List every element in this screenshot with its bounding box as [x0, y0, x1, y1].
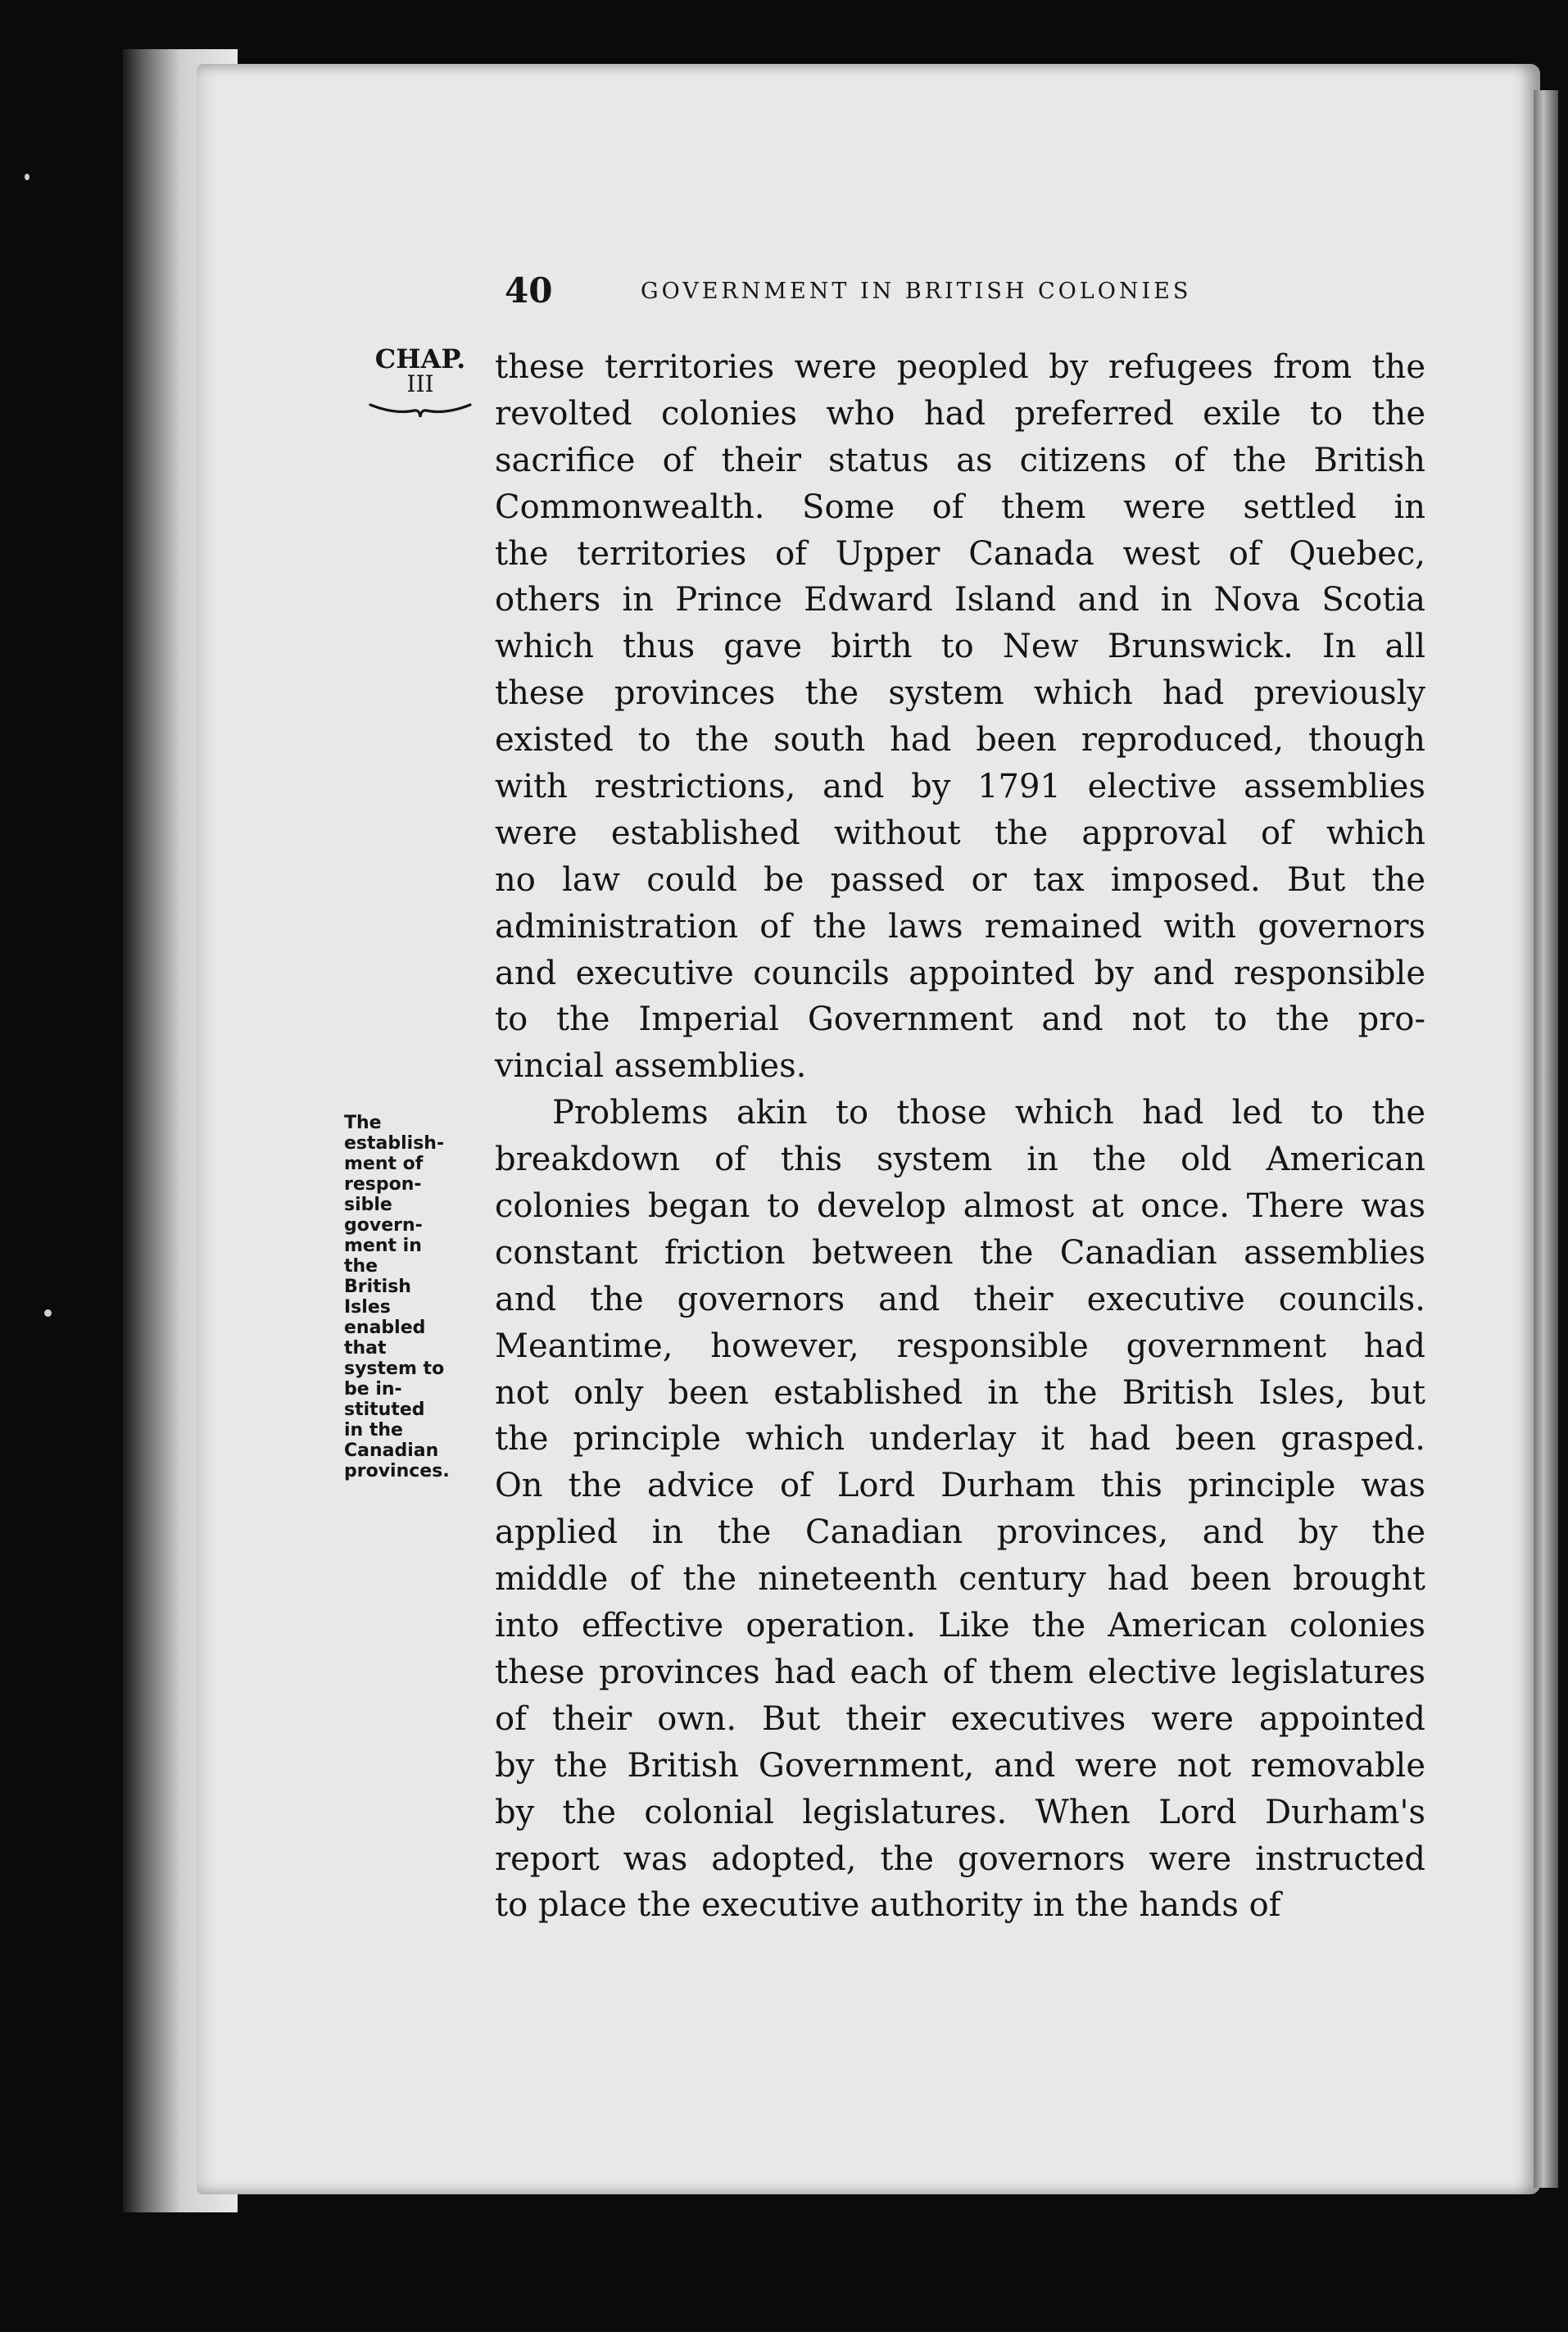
text-line: these provinces the system which had previously	[495, 674, 1425, 713]
marginal-note-line: The	[344, 1113, 382, 1133]
text-line: administration of the laws remained with governors	[495, 907, 1425, 946]
marginal-note-line: Isles	[344, 1297, 391, 1318]
text-line: On the advice of Lord Durham this principle was	[495, 1467, 1425, 1505]
text-line: not only been established in the British Isles, but	[495, 1373, 1425, 1412]
text-line: of their own. But their executives were appointed	[495, 1699, 1425, 1738]
marginal-note-line: enabled	[344, 1318, 426, 1338]
text-line: which thus gave birth to New Brunswick. In all	[495, 628, 1425, 666]
marginal-note-line: sible	[344, 1195, 392, 1215]
text-line: Meantime, however, responsible government had	[495, 1327, 1425, 1365]
text-line: vincial assemblies.	[495, 1047, 807, 1086]
marginal-note-line: stituted	[344, 1400, 425, 1420]
marginal-note-line: in the	[344, 1420, 403, 1440]
text-line: report was adopted, the governors were instructed	[495, 1840, 1425, 1878]
marginal-note-line: provinces.	[344, 1461, 450, 1481]
text-line: the principle which underlay it had been grasped.	[495, 1420, 1425, 1459]
page-number: 40	[505, 270, 553, 311]
marginal-note-line: the	[344, 1256, 378, 1277]
text-line: colonies began to develop almost at once. There was	[495, 1187, 1425, 1226]
text-line: these provinces had each of them elective legislatures	[495, 1653, 1425, 1691]
text-line: breakdown of this system in the old American	[495, 1141, 1425, 1179]
scan-edge-right	[1534, 90, 1558, 2188]
marginal-note-line: respon-	[344, 1174, 422, 1195]
marginal-note-line: establish-	[344, 1133, 445, 1154]
marginal-note-line: British	[344, 1277, 411, 1297]
text-line: constant friction between the Canadian assemblies	[495, 1233, 1425, 1272]
text-line: by the colonial legislatures. When Lord Durham's	[495, 1793, 1425, 1831]
text-line: by the British Government, and were not removable	[495, 1746, 1425, 1785]
text-line: into effective operation. Like the American colonies	[495, 1607, 1425, 1645]
chapter-label: CHAP.	[374, 343, 466, 374]
marginal-note-line: that	[344, 1338, 387, 1359]
marginal-note-line: ment of	[344, 1154, 424, 1174]
text-line: no law could be passed or tax imposed. But the	[495, 860, 1425, 899]
text-line: Problems akin to those which had led to the	[552, 1094, 1425, 1132]
text-line: others in Prince Edward Island and in Nova Scotia	[495, 581, 1425, 619]
scan-speck	[25, 174, 29, 180]
chapter-marker	[367, 343, 474, 420]
text-line: with restrictions, and by 1791 elective assemblies	[495, 768, 1425, 806]
text-line: and executive councils appointed by and responsible	[495, 954, 1425, 992]
running-title: GOVERNMENT IN BRITISH COLONIES	[641, 279, 1192, 304]
marginal-note-line: Canadian	[344, 1440, 439, 1461]
text-line: Commonwealth. Some of them were settled in	[495, 488, 1425, 526]
text-line: the territories of Upper Canada west of Quebec,	[495, 534, 1425, 573]
text-line: were established without the approval of which	[495, 814, 1425, 852]
scan-speck	[44, 1309, 52, 1317]
chapter-number: III	[406, 370, 434, 397]
text-line: existed to the south had been reproduced, though	[495, 721, 1425, 760]
marginal-note-line: govern-	[344, 1215, 423, 1236]
brace-ornament-icon	[367, 398, 474, 420]
text-line: applied in the Canadian provinces, and by the	[495, 1513, 1425, 1552]
text-line: sacrifice of their status as citizens of the British	[495, 441, 1425, 479]
marginal-note-line: ment in	[344, 1236, 422, 1256]
text-line: and the governors and their executive councils.	[495, 1280, 1425, 1318]
text-line: to the Imperial Government and not to the pro-	[495, 1000, 1425, 1039]
text-line: revolted colonies who had preferred exile to the	[495, 394, 1425, 433]
text-line: middle of the nineteenth century had been brought	[495, 1560, 1425, 1599]
marginal-note-line: be in-	[344, 1379, 402, 1400]
marginal-note	[344, 1113, 475, 1481]
marginal-note-line: system to	[344, 1359, 445, 1379]
text-line: these territories were peopled by refugees from the	[495, 348, 1425, 386]
running-head	[492, 270, 1434, 320]
text-line: to place the executive authority in the hands of	[495, 1886, 1281, 1925]
body-text	[495, 344, 1425, 1929]
